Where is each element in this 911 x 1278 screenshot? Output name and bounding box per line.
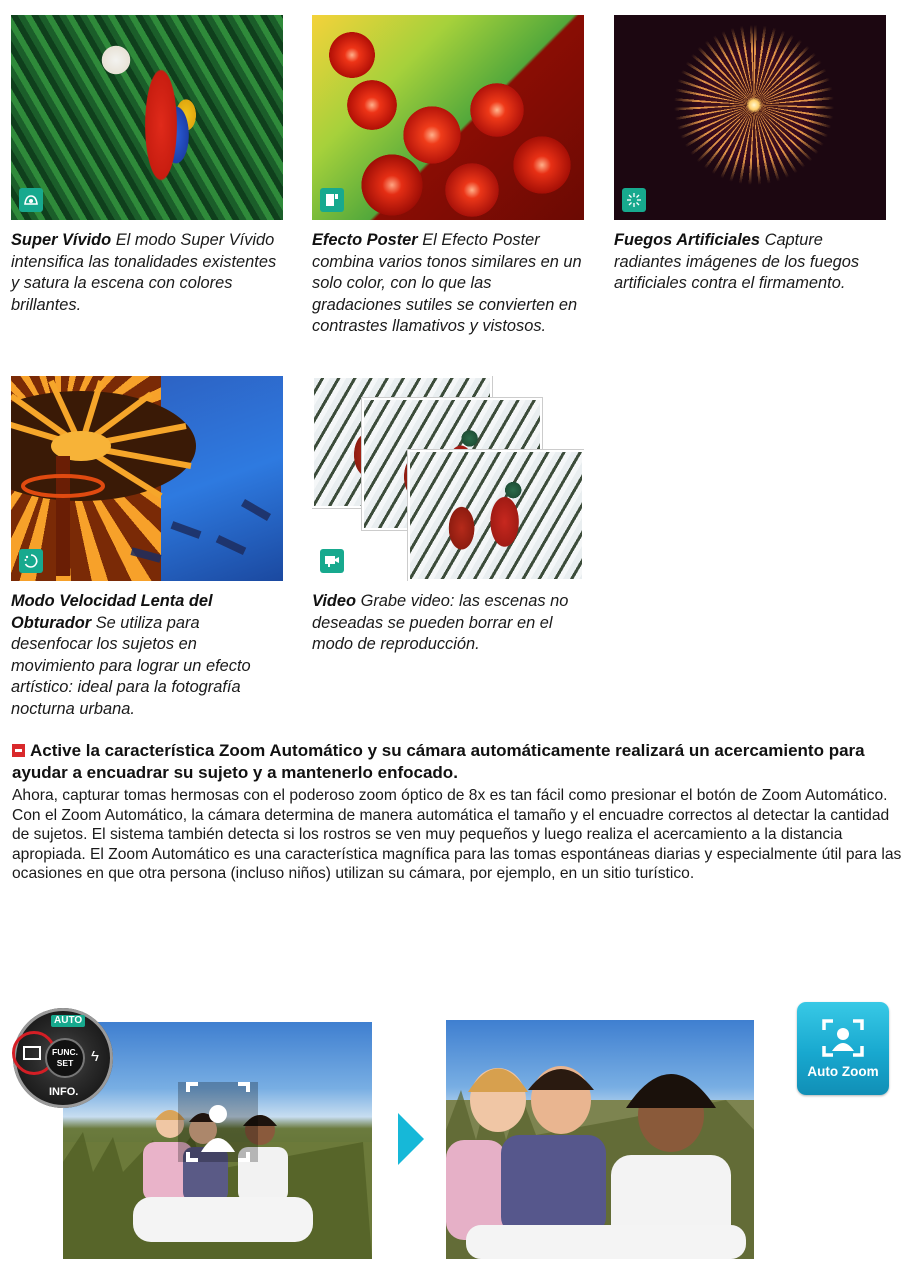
fireworks-photo — [614, 15, 886, 220]
card-fuegos-artificiales — [614, 15, 886, 295]
caption-text: Grabe video: las escenas no deseadas se pueden borrar en el modo de reproducción. — [312, 592, 569, 654]
caption-title: Fuegos Artificiales — [614, 231, 761, 249]
carousel-graphic — [11, 376, 283, 581]
caption-title: Efecto Poster — [312, 231, 418, 249]
caption-video — [312, 591, 584, 656]
caption-title: Super Vívido — [11, 231, 112, 249]
func-set-button[interactable] — [45, 1038, 85, 1078]
card-efecto-poster — [312, 15, 584, 338]
tomatoes-photo — [312, 15, 584, 220]
slow-shutter-mode-icon — [19, 549, 43, 573]
carousel-photo — [11, 376, 283, 581]
set-label: SET — [56, 1058, 74, 1068]
video-frame-3 — [408, 450, 584, 581]
video-mode-icon — [320, 549, 344, 573]
section-heading — [12, 740, 902, 784]
auto-zoom-frame-icon — [821, 1018, 865, 1058]
caption-super-vivido — [11, 230, 283, 316]
children-scene-zoomed — [446, 1020, 754, 1259]
poster-effect-mode-icon — [320, 188, 344, 212]
section-body: Ahora, capturar tomas hermosas con el poderoso zoom óptico de 8x es tan fácil como presionar el botón de Zoom Automático. Con el Zoom Automático, la cámara determina de manera automática el tamaño y el encuadre correctos al detectar la cantidad de sujetos. El sistema también detecta si los rostros se ven muy pequeños y luego realiza el acercamiento a la distancia apropiada. El Zoom Automático es una característica magnífica para las tomas espontáneas diarias y especialmente útil para las ocasiones en que otra persona (incluso niños) utilizan su cámara, por ejemplo, en un sitio turístico. — [12, 787, 902, 883]
caption-efecto-poster — [312, 230, 584, 338]
dial-auto-label: AUTO — [51, 1015, 85, 1027]
section-heading-text: Active la característica Zoom Automático y su cámara automáticamente realizará un acercamiento para ayudar a encuadrar su sujeto y a mantenerlo enfocado. — [12, 741, 865, 782]
card-velocidad-lenta — [11, 376, 283, 721]
auto-zoom-section — [12, 740, 902, 884]
dial-info-label: INFO. — [49, 1086, 79, 1098]
mode-dial[interactable] — [13, 1008, 113, 1108]
auto-zoom-label: Auto Zoom — [807, 1064, 879, 1079]
video-frames-photo — [312, 376, 584, 581]
parrot-photo — [11, 15, 283, 220]
caption-fuegos-artificiales — [614, 230, 886, 295]
transition-arrow-icon — [398, 1113, 424, 1165]
fireworks-mode-icon — [622, 188, 646, 212]
caption-title: Modo Velocidad Lenta del Obturador — [11, 592, 213, 632]
caption-title: Video — [312, 592, 357, 610]
card-super-vivido — [11, 15, 283, 316]
auto-zoom-dial-icon — [23, 1046, 41, 1060]
card-video — [312, 376, 584, 656]
auto-zoom-after-photo — [446, 1020, 754, 1259]
caption-text: Se utiliza para desenfocar los sujetos en movimiento para lograr un efecto artístico: ideal para la fotografía nocturna urbana. — [11, 613, 251, 718]
super-vivid-mode-icon — [19, 188, 43, 212]
heading-marker-icon — [12, 744, 25, 757]
caption-text: Capture radiantes imágenes de los fuegos artificiales contra el firmamento. — [614, 231, 860, 293]
caption-text: El Efecto Poster combina varios tonos similares en un solo color, con lo que las gradaciones sutiles se convierten en contrastes llamativos y vistosos. — [312, 231, 582, 336]
caption-velocidad-lenta — [11, 591, 283, 721]
func-label: FUNC. — [52, 1047, 78, 1057]
flash-icon[interactable]: ϟ — [91, 1048, 99, 1065]
caption-text: El modo Super Vívido intensifica las tonalidades existentes y satura la escena con colores brillantes. — [11, 231, 277, 314]
auto-zoom-button[interactable] — [797, 1002, 889, 1095]
